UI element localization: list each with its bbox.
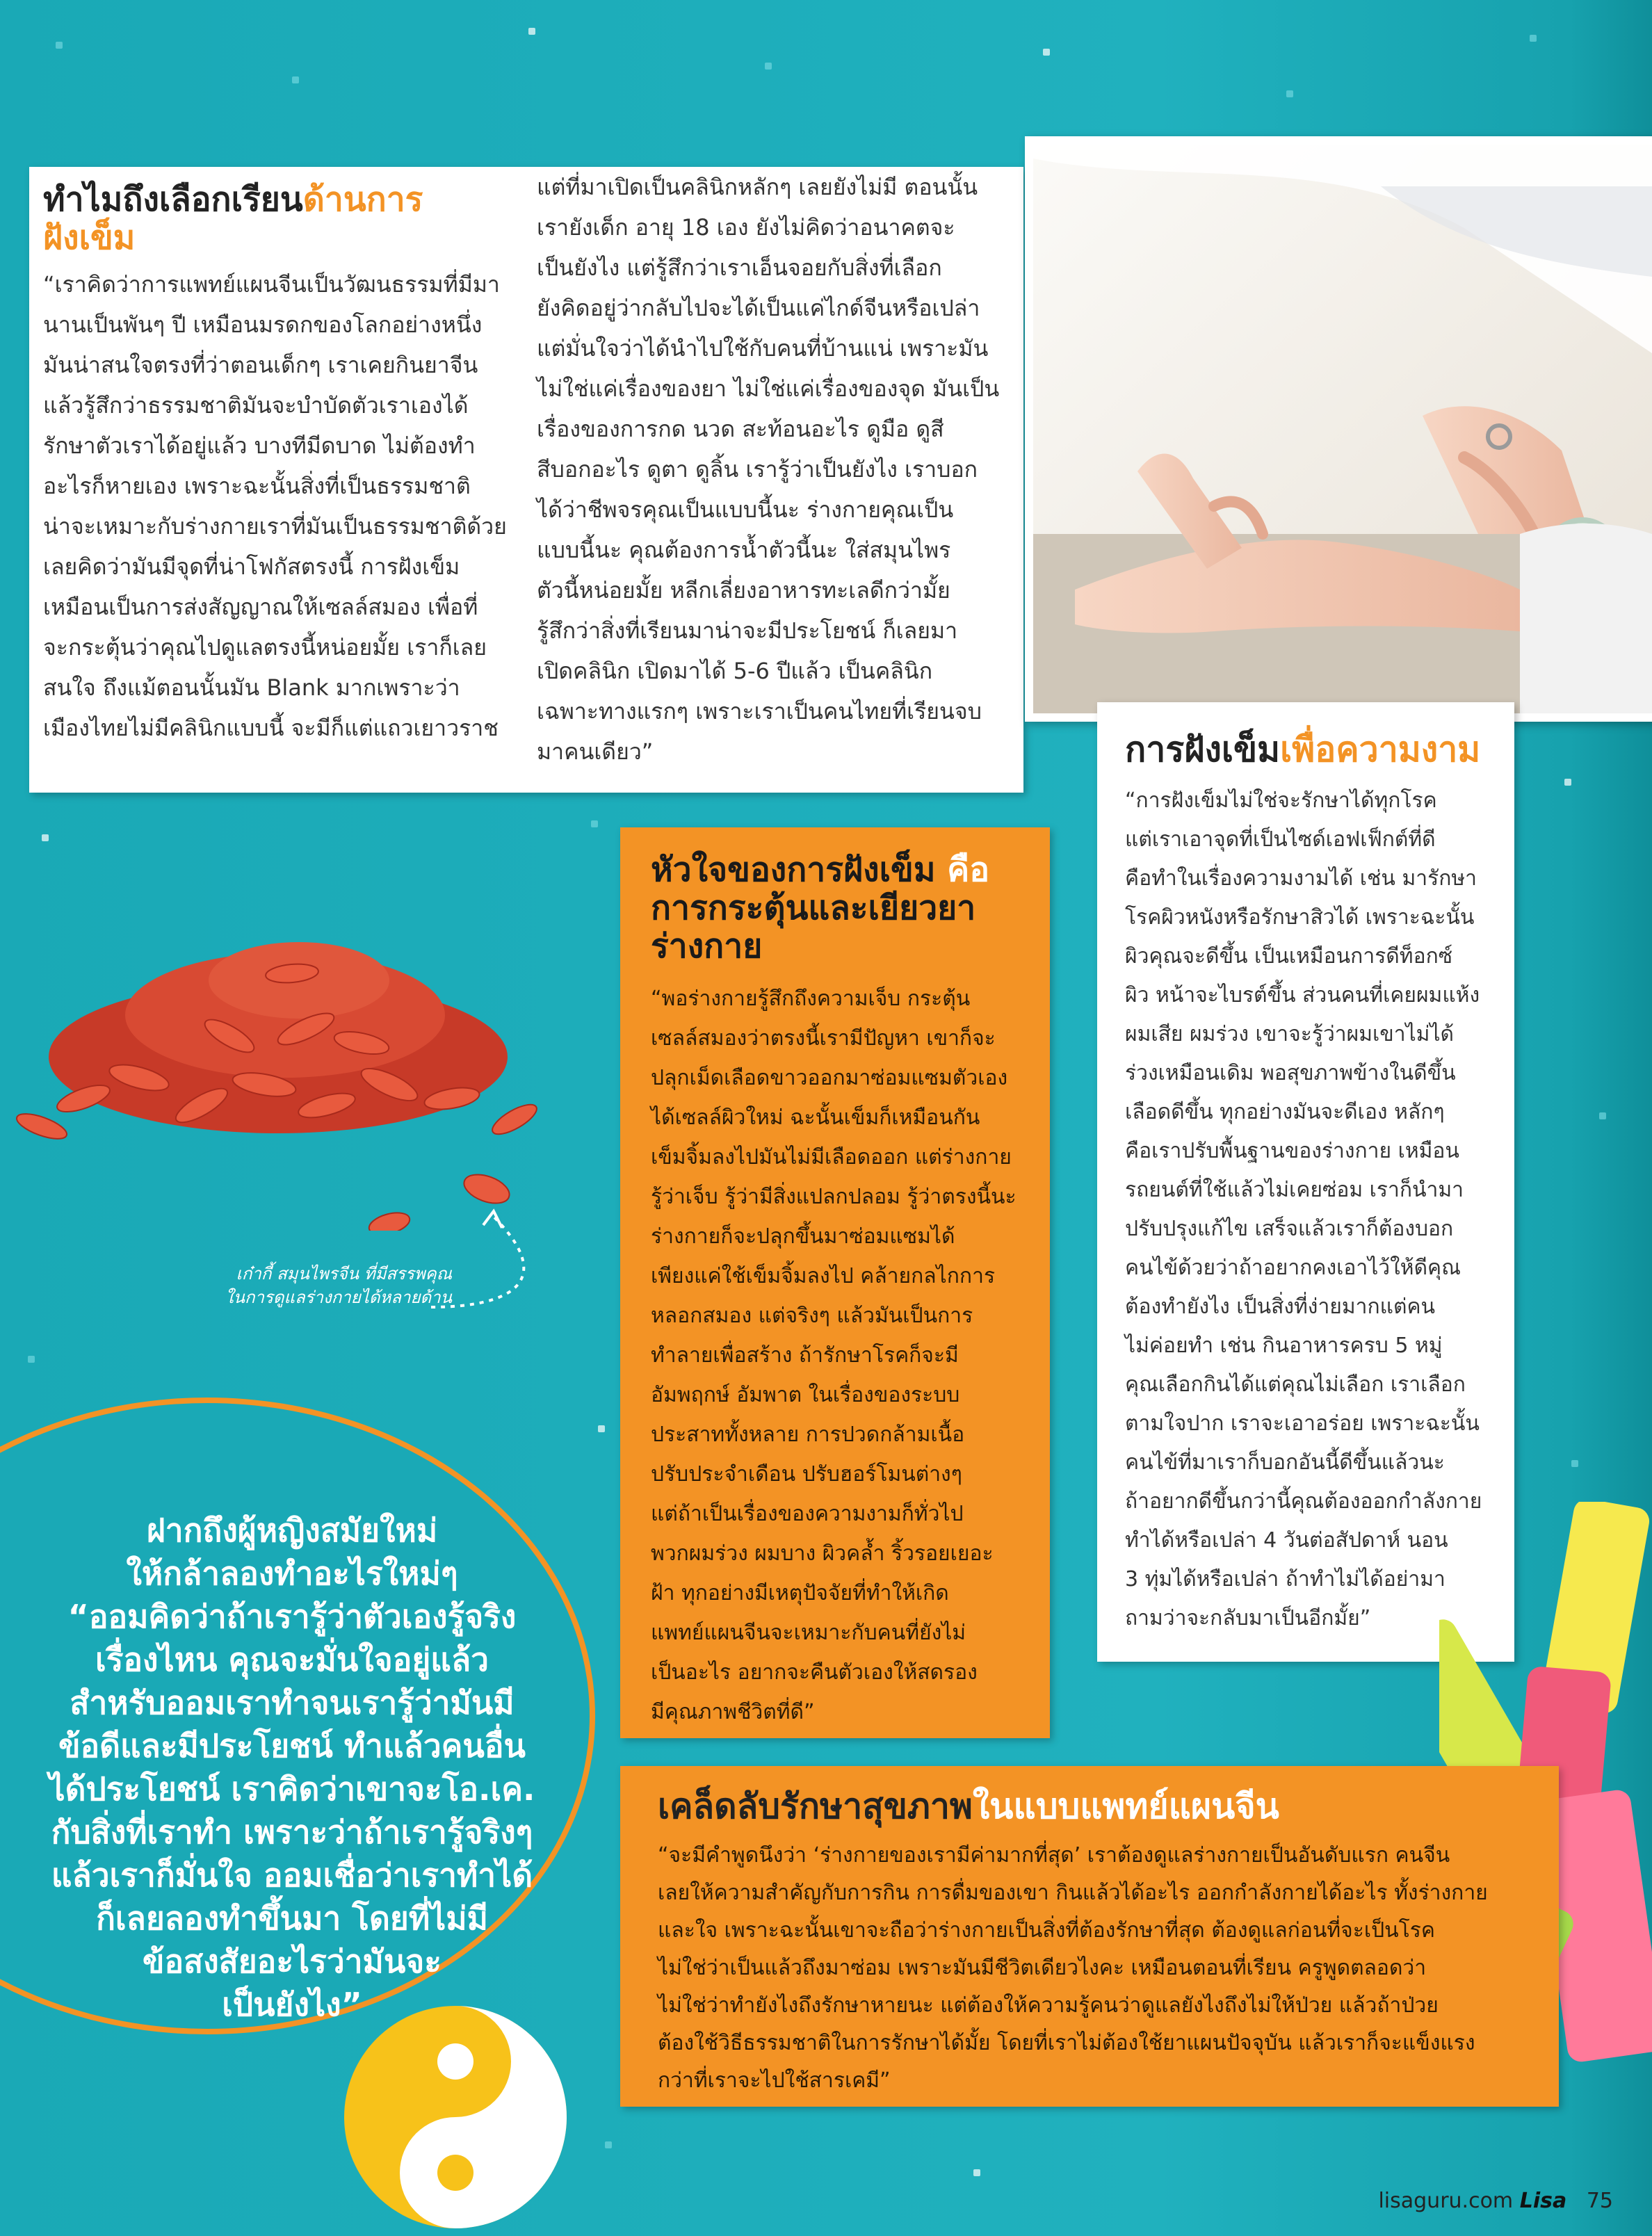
section-why-line: เลยคิดว่ามันมีจุดที่น่าโฟกัสตรงนี้ การฝังเข็ม — [43, 553, 460, 581]
footer-page-number: 75 — [1586, 2189, 1613, 2213]
section-beauty-line: ไม่ค่อยทำ เช่น กินอาหารครบ 5 หมู่ — [1125, 1333, 1443, 1358]
section-beauty-line: โรคผิวหนังหรือรักษาสิวได้ เพราะฉะนั้น — [1125, 905, 1475, 930]
section-why-text-col1 — [43, 264, 523, 748]
section-heart-line: ทำลายเพื่อสร้าง ถ้ารักษาโรคก็จะมี — [651, 1343, 959, 1368]
section-heart-line: เพียงแค่ใช้เข็มจิ้มลงไป คล้ายกลไกการ — [651, 1263, 996, 1288]
section-beauty-line: เลือดดีขึ้น ทุกอย่างมันจะดีเอง หลักๆ — [1125, 1099, 1445, 1124]
section-heart-title — [651, 851, 1029, 966]
section-beauty-line: ปรับปรุงแก้ไข เสร็จแล้วเราก็ต้องบอก — [1125, 1216, 1454, 1241]
section-beauty-line: 3 ทุ่มได้หรือเปล่า ถ้าทำไม่ได้อย่ามา — [1125, 1566, 1446, 1591]
quote-line: กับสิ่งที่เราทำ เพราะว่าถ้าเรารู้จริงๆ — [51, 1813, 533, 1851]
section-heart-line: แต่ถ้าเป็นเรื่องของความงามก็ทั่วไป — [651, 1501, 964, 1526]
section-health-tips — [620, 1766, 1559, 2107]
section-why-title-accent-a: ด้านการ — [302, 180, 423, 219]
quote-line: ข้อดีและมีประโยชน์ ทำแล้วคนอื่น — [58, 1727, 526, 1765]
section-beauty-line: ถ้าอยากดีขึ้นกว่านี้คุณต้องออกกำลังกาย — [1125, 1489, 1482, 1514]
section-tips-title-white: ในแบบแพทย์แผนจีน — [972, 1786, 1279, 1826]
section-why-column-1 — [43, 181, 523, 748]
section-why-line: ได้ว่าชีพจรคุณเป็นแบบนี้นะ ร่างกายคุณเป็น — [537, 496, 954, 523]
section-heart-line: พวกผมร่วง ผมบาง ผิวคล้ำ ริ้วรอยเยอะ — [651, 1541, 994, 1566]
section-beauty-line: คนไข้ด้วยว่าถ้าอยากคงเอาไว้ให้ดีคุณ — [1125, 1255, 1461, 1280]
section-heart-line: หลอกสมอง แต่จริงๆ แล้วมันเป็นการ — [651, 1303, 973, 1328]
section-heart-line: ปรับประจำเดือน ปรับฮอร์โมนต่างๆ — [651, 1461, 962, 1486]
section-beauty-line: ผมเสีย ผมร่วง เขาจะรู้ว่าผมเขาไม่ได้ — [1125, 1021, 1455, 1046]
section-why-title-plain: ทำไมถึงเลือกเรียน — [43, 180, 303, 219]
quote-line: ได้ประโยชน์ เราคิดว่าเขาจะโอ.เค. — [49, 1770, 535, 1808]
section-tips-text — [658, 1837, 1531, 2100]
section-tips-line: ไม่ใช่ว่าทำยังไงถึงรักษาหายนะ แต่ต้องให้ความรู้คนว่าดูแลยังไงถึงไม่ให้ป่วย แล้วถ้าป่วย — [658, 1993, 1439, 2018]
section-why-line: เฉพาะทางแรกๆ เพราะเราเป็นคนไทยที่เรียนจบ — [537, 698, 982, 724]
section-heart-line: ร่างกายก็จะปลุกขึ้นมาซ่อมแซมได้ — [651, 1224, 955, 1249]
quote-line: ฝากถึงผู้หญิงสมัยใหม่ — [146, 1512, 438, 1549]
section-why-line: แต่มั่นใจว่าได้นำไปใช้กับคนที่บ้านแน่ เพราะมัน — [537, 335, 989, 362]
section-heart-line: เข็มจิ้มลงไปมันไม่มีเลือดออก แต่ร่างกาย — [651, 1144, 1012, 1169]
section-why-line: เรื่องของการกด นวด สะท้อนอะไร ดูมือ ดูสี — [537, 416, 944, 442]
section-heart-text — [651, 979, 1029, 1732]
section-beauty-line: ผิวคุณจะดีขึ้น เป็นเหมือนการดีท็อกซ์ — [1125, 943, 1453, 969]
pulse-reading-photo — [1025, 136, 1652, 722]
quote-text — [28, 1509, 556, 2026]
section-why-line: เหมือนเป็นการส่งสัญญาณให้เซลล์สมอง เพื่อที่ — [43, 594, 478, 621]
section-beauty-title-accent: เพื่อความงาม — [1280, 729, 1481, 770]
section-heart-line: ฝ้า ทุกอย่างมีเหตุปัจจัยที่ทำให้เกิด — [651, 1580, 949, 1605]
section-beauty-line: “การฝังเข็มไม่ใช่จะรักษาได้ทุกโรค — [1125, 788, 1437, 813]
section-heart-line: แพทย์แผนจีนจะเหมาะกับคนที่ยังไม่ — [651, 1620, 966, 1645]
quote-line: ข้อสงสัยอะไรว่ามันจะ — [143, 1943, 442, 1980]
section-beauty-line: คนไข้ที่มาเราก็บอกอันนี้ดีขึ้นแล้วนะ — [1125, 1450, 1445, 1475]
section-beauty-line: ถามว่าจะกลับมาเป็นอีกมั้ย” — [1125, 1605, 1371, 1630]
section-tips-line: “จะมีคำพูดนึงว่า ‘ร่างกายของเรามีค่ามากที่สุด’ เราต้องดูแลร่างกายเป็นอันดับแรก คนจีน — [658, 1842, 1450, 1868]
section-heart-line: เซลล์สมองว่าตรงนี้เรามีปัญหา เขาก็จะ — [651, 1026, 996, 1051]
section-heart-title-a: หัวใจของการฝังเข็ม — [651, 850, 936, 889]
quote-line: ให้กล้าลองทำอะไรใหม่ๆ — [126, 1555, 458, 1592]
section-why-line: ตัวนี้หน่อยมั้ย หลีกเลี่ยงอาหารทะเลดีกว่ามั้ย — [537, 577, 950, 603]
section-why-line: แบบนี้นะ คุณต้องการน้ำตัวนี้นะ ใส่สมุนไพร — [537, 537, 951, 563]
caption-arrow-icon — [417, 1175, 584, 1314]
section-why-line: เมืองไทยไม่มีคลินิกแบบนี้ จะมีก็แต่แถวเยาวราช — [43, 715, 499, 742]
section-tips-title-plain: เคล็ดลับรักษาสุขภาพ — [658, 1786, 973, 1826]
footer-brand: Lisa — [1519, 2189, 1567, 2213]
section-beauty-line: คือเราปรับพื้นฐานของร่างกาย เหมือน — [1125, 1138, 1459, 1163]
section-heart — [620, 827, 1050, 1738]
section-heart-line: อัมพฤกษ์ อัมพาต ในเรื่องของระบบ — [651, 1382, 960, 1407]
section-heart-line: มีคุณภาพชีวิตที่ดี” — [651, 1699, 815, 1724]
section-beauty-line: ตามใจปาก เราจะเอาอร่อย เพราะฉะนั้น — [1125, 1411, 1480, 1436]
section-beauty-line: ทำได้หรือเปล่า 4 วันต่อสัปดาห์ นอน — [1125, 1528, 1448, 1553]
section-why-line: มาคนเดียว” — [537, 738, 654, 765]
section-heart-line: ได้เซลล์ผิวใหม่ ฉะนั้นเข็มก็เหมือนกัน — [651, 1105, 980, 1130]
quote-line: สำหรับออมเราทำจนเรารู้ว่ามันมี — [70, 1684, 515, 1721]
quote-line: แล้วเราก็มั่นใจ ออมเชื่อว่าเราทำได้ — [51, 1856, 533, 1894]
section-beauty-line: คือทำในเรื่องความงามได้ เช่น มารักษา — [1125, 866, 1477, 891]
section-why-line: รักษาตัวเราได้อยู่แล้ว บางทีมีดบาด ไม่ต้องทำ — [43, 432, 476, 460]
section-heart-line: “พอร่างกายรู้สึกถึงความเจ็บ กระตุ้น — [651, 986, 971, 1011]
section-heart-title-d: ร่างกาย — [651, 927, 763, 966]
section-tips-title — [658, 1787, 1531, 1827]
section-why-line: ยังคิดอยู่ว่ากลับไปจะได้เป็นแค่ไกด์จีนหรือเปล่า — [537, 295, 980, 321]
goji-caption-line2: ในการดูแลร่างกายได้หลายด้าน — [225, 1288, 452, 1307]
section-why-line: แต่ที่มาเปิดเป็นคลินิกหลักๆ เลยยังไม่มี ตอนนั้น — [537, 174, 978, 200]
section-why-line: น่าจะเหมาะกับร่างกายเราที่มันเป็นธรรมชาติด้วย — [43, 513, 507, 540]
section-why-line: นานเป็นพันๆ ปี เหมือนมรดกของโลกอย่างหนึ่ง — [43, 311, 483, 339]
section-beauty-line: ร่วงเหมือนเดิม พอสุขภาพข้างในดีขึ้น — [1125, 1060, 1456, 1085]
section-why-line: เปิดคลินิก เปิดมาได้ 5-6 ปีแล้ว เป็นคลินิก — [537, 658, 933, 684]
section-why-line: เรายังเด็ก อายุ 18 เอง ยังไม่คิดว่าอนาคตจะ — [537, 214, 955, 241]
section-beauty-line: ผิว หน้าจะไบรต์ขึ้น ส่วนคนที่เคยผมแห้ง — [1125, 982, 1480, 1007]
footer-site: lisaguru.com — [1378, 2189, 1514, 2213]
section-why-title-accent-b: ฝังเข็ม — [43, 218, 136, 258]
section-tips-line: เลยให้ความสำคัญกับการกิน การดื่มของเขา กินแล้วได้อะไร ออกกำลังกายได้อะไร ทั้งร่างกาย — [658, 1880, 1488, 1905]
yin-yang-icon — [341, 2002, 570, 2232]
section-tips-line: และใจ เพราะฉะนั้นเขาจะถือว่าร่างกายเป็นสิ่งที่ต้องรักษาที่สุด ต้องดูแลก่อนที่จะเป็นโรค — [658, 1918, 1435, 1943]
section-heart-line: ปลุกเม็ดเลือดขาวออกมาซ่อมแซมตัวเอง — [651, 1065, 1008, 1090]
section-why-line: สนใจ ถึงแม้ตอนนั้นมัน Blank มากเพราะว่า — [43, 674, 460, 702]
section-beauty-title-plain: การฝังเข็ม — [1125, 729, 1281, 770]
section-heart-title-b: คือ — [947, 850, 990, 889]
section-why-line: “เราคิดว่าการแพทย์แผนจีนเป็นวัฒนธรรมที่มีมา — [43, 271, 500, 298]
section-why-column-2 — [537, 167, 1010, 772]
section-why-acupuncture — [29, 167, 1023, 793]
section-why-line: อะไรก็หายเอง เพราะฉะนั้นสิ่งที่เป็นธรรมชาติ — [43, 473, 471, 500]
section-heart-title-c: การกระตุ้นและเยียวยา — [651, 889, 976, 928]
page-footer — [1378, 2189, 1613, 2213]
section-heart-line: เป็นอะไร อยากจะคืนตัวเองให้สดรอง — [651, 1660, 978, 1685]
section-why-line: เป็นยังไง แต่รู้สึกว่าเราเอ็นจอยกับสิ่งที่เลือก — [537, 254, 942, 281]
section-why-line: แล้วรู้สึกว่าธรรมชาติมันจะบำบัดตัวเราเองได้ — [43, 392, 469, 419]
section-tips-line: กว่าที่เราจะไปใช้สารเคมี” — [658, 2068, 891, 2093]
section-heart-line: รู้ว่าเจ็บ รู้ว่ามีสิ่งแปลกปลอม รู้ว่าตรงนี้นะ — [651, 1184, 1017, 1209]
quote-line: ก็เลยลองทำขึ้นมา โดยที่ไม่มี — [96, 1899, 488, 1937]
section-why-line: สีบอกอะไร ดูตา ดูลิ้น เรารู้ว่าเป็นยังไง เราบอก — [537, 456, 978, 483]
section-heart-line: ประสาททั้งหลาย การปวดกล้ามเนื้อ — [651, 1422, 965, 1447]
section-why-text-col2 — [537, 167, 1010, 772]
section-beauty-line: คุณเลือกกินได้แต่คุณไม่เลือก เราเลือก — [1125, 1372, 1466, 1397]
section-tips-line: ต้องใช้วิธีธรรมชาติในการรักษาได้มั้ย โดยที่เราไม่ต้องใช้ยาแผนปัจจุบัน แล้วเราก็จะแข็งแรง — [658, 2030, 1475, 2055]
quote-line: เรื่องไหน คุณจะมั่นใจอยู่แล้ว — [95, 1641, 489, 1678]
goji-caption-line1: เก๋ากี้ สมุนไพรจีน ที่มีสรรพคุณ — [236, 1264, 452, 1283]
section-why-line: รู้สึกว่าสิ่งที่เรียนมาน่าจะมีประโยชน์ ก็เลยมา — [537, 617, 958, 644]
goji-caption — [202, 1262, 452, 1309]
section-beauty-line: แต่เราเอาจุดที่เป็นไซด์เอฟเฟ็กต์ที่ดี — [1125, 827, 1436, 852]
section-why-line: ไม่ใช่แค่เรื่องของยา ไม่ใช่แค่เรื่องของจุด มันเป็น — [537, 375, 1000, 402]
section-why-line: มันน่าสนใจตรงที่ว่าตอนเด็กๆ เราเคยกินยาจีน — [43, 352, 478, 379]
section-why-line: จะกระตุ้นว่าคุณไปดูแลตรงนี้หน่อยมั้ย เราก็เลย — [43, 634, 487, 661]
section-beauty-title — [1125, 730, 1500, 770]
quote-line: “ออมคิดว่าถ้าเรารู้ว่าตัวเองรู้จริง — [67, 1598, 517, 1635]
section-beauty-line: ต้องทำยังไง เป็นสิ่งที่ง่ายมากแต่คน — [1125, 1294, 1436, 1319]
section-why-title — [43, 181, 523, 257]
section-tips-line: ไม่ใช่ว่าเป็นแล้วถึงมาซ่อม เพราะมันมีชีวิตเดียวไงคะ เหมือนตอนที่เรียน ครูพูดตลอดว่า — [658, 1955, 1427, 1980]
section-beauty-line: รถยนต์ที่ใช้แล้วไม่เคยซ่อม เราก็นำมา — [1125, 1177, 1464, 1202]
quote-line: เป็นยังไง” — [222, 1986, 362, 2023]
